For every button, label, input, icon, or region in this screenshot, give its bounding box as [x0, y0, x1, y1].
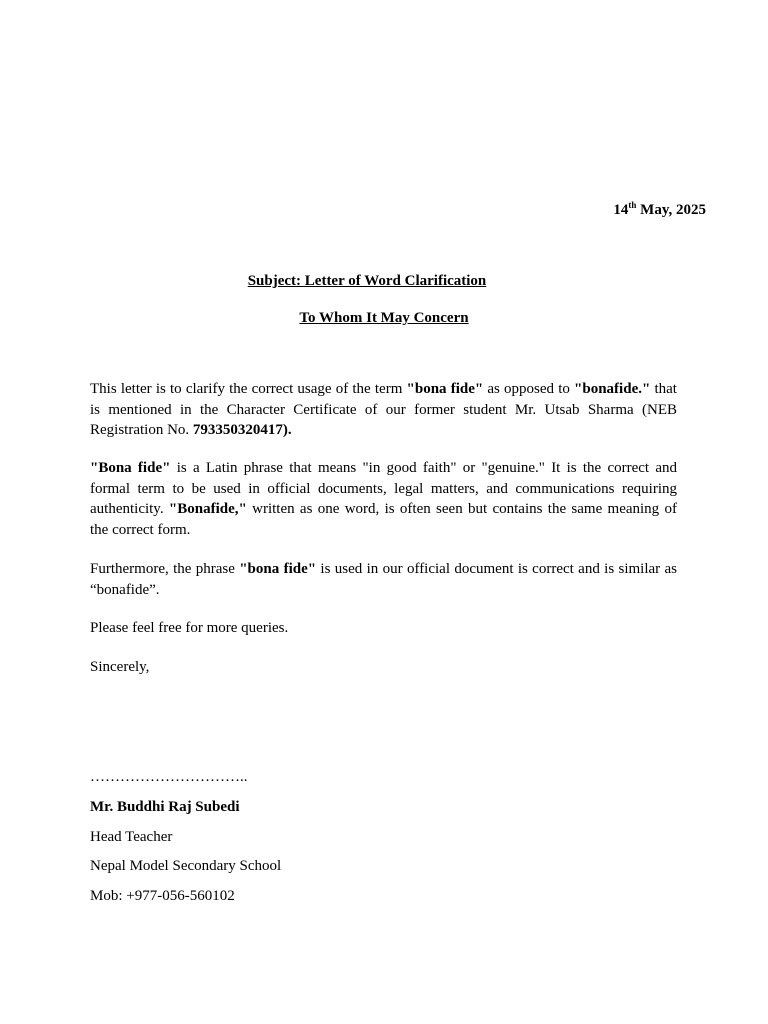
para3-text-1: Furthermore, the phrase — [90, 561, 240, 577]
para1-text-1: This letter is to clarify the correct usage of the term — [90, 381, 407, 397]
salutation: To Whom It May Concern — [299, 310, 469, 326]
letter-date — [613, 200, 706, 220]
signature-line: ………………………….. — [90, 769, 248, 785]
para1-text-2: as opposed to — [483, 381, 575, 397]
paragraph-definition — [90, 458, 677, 540]
para1-text-3: that is mentioned in the Character Certificate of our former student Mr. Utsab Sharma (NEB Registration No. — [90, 381, 677, 438]
para1-bold-3: 793350320417). — [192, 422, 292, 438]
paragraph-queries: Please feel free for more queries. — [90, 620, 289, 636]
paragraph-furthermore — [90, 559, 677, 600]
signatory-mobile: Mob: +977-056-560102 — [90, 888, 235, 904]
para2-text-1: is a Latin phrase that means "in good faith" or "genuine." It is the correct and formal term to be used in official documents, legal matters, and communications requiring authenticity. — [90, 460, 678, 517]
para2-text-2: written as one word, is often seen but contains the same meaning of the correct form. — [90, 501, 677, 538]
date-suffix: th — [628, 200, 637, 210]
closing: Sincerely, — [90, 659, 150, 675]
para3-text-2: is used in our official document is correct and is similar as “bonafide”. — [90, 561, 677, 598]
signatory-name: Mr. Buddhi Raj Subedi — [90, 799, 240, 815]
para2-bold-1: "Bona fide" — [90, 460, 171, 476]
signatory-title: Head Teacher — [90, 829, 173, 845]
date-day: 14 — [613, 202, 629, 218]
para2-bold-2: "Bonafide," — [168, 501, 247, 517]
date-rest: May, 2025 — [636, 202, 706, 218]
para3-bold-1: "bona fide" — [239, 561, 317, 577]
signatory-school: Nepal Model Secondary School — [90, 858, 282, 874]
para1-bold-1: "bona fide" — [406, 381, 484, 397]
paragraph-intro — [90, 379, 677, 441]
para1-bold-2: "bonafide." — [574, 381, 651, 397]
subject-line: Subject: Letter of Word Clarification — [247, 273, 487, 289]
